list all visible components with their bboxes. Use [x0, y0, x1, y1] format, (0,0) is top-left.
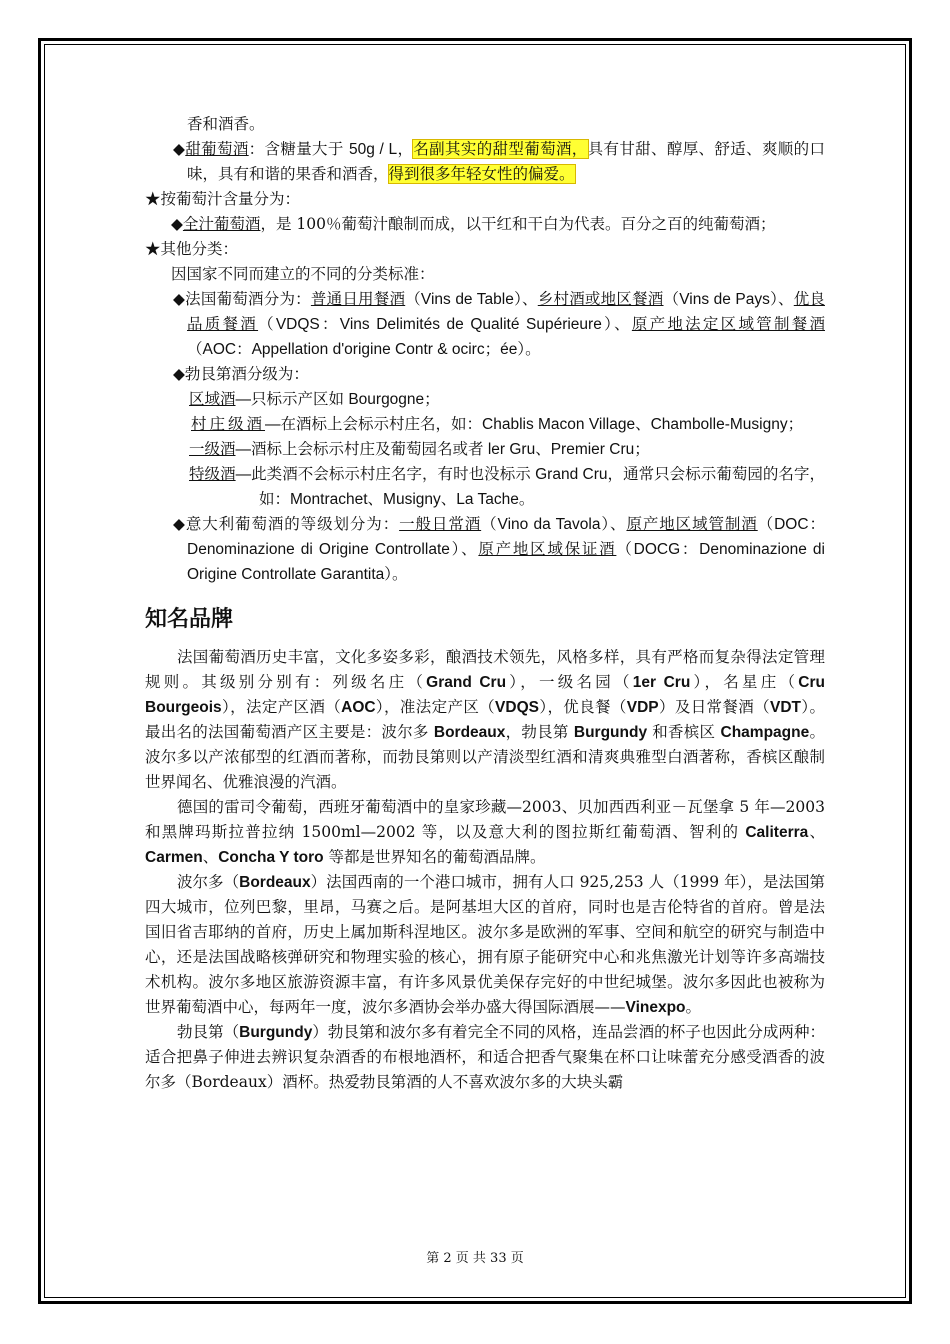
document-body: [145, 112, 825, 1095]
diamond-bullet-icon: ◆: [173, 515, 186, 533]
full-juice-term: 全汁葡萄酒: [182, 215, 261, 233]
juice-heading: ★按葡萄汁含量分为：: [145, 190, 301, 208]
sweet-wine-item: ◆甜葡萄酒：含糖量大于 50g / L，名副其实的甜型葡萄酒，具有甘甜、醇厚、舒适、爽顺的口味，具有和谐的果香和酒香，得到很多年轻女性的偏爱。: [173, 140, 825, 183]
diamond-bullet-icon: ◆: [173, 365, 185, 383]
italy-classification: ◆意大利葡萄酒的等级划分为：一般日常酒（Vino da Tavola）、原产地区域管制酒（DOC：Denominazione di Origine Controllate）、原产地区域保证酒（DOCG：Denominazione di Origine Controllate Garantita）。: [173, 515, 825, 583]
intro-line: 香和酒香。: [187, 115, 265, 133]
paragraph-burgundy: 勃艮第（Burgundy）勃艮第和波尔多有着完全不同的风格，连品尝酒的杯子也因此分成两种：适合把鼻子伸进去辨识复杂酒香的布根地酒杯，和适合把香气聚集在杯口让味蕾充分感受酒香的波尔多（Bordeaux）酒杯。热爱勃艮第酒的人不喜欢波尔多的大块头霸: [145, 1023, 825, 1091]
section-title-famous-brands: 知名品牌: [145, 607, 234, 632]
paragraph-world-brands: 德国的雷司令葡萄，西班牙葡萄酒中的皇家珍藏—2003、贝加西西利亚－瓦堡拿 5 年—2003 和黑牌玛斯拉普拉纳 1500ml—2002 等，以及意大利的图拉斯红葡萄酒、智利的 Caliterra、Carmen、Concha Y toro 等都是世界知名的葡萄酒品牌。: [145, 798, 825, 866]
diamond-bullet-icon: ◆: [173, 290, 186, 308]
sugar-amount: 50g / L: [349, 141, 398, 158]
paragraph-bordeaux: 波尔多（Bordeaux）法国西南的一个港口城市，拥有人口 925,253 人（1999 年），是法国第四大城市，位列巴黎，里昂，马赛之后。是阿基坦大区的首府，同时也是吉伦特省的首府。曾是法国旧省吉耶纳的首府，历史上属加斯科涅地区。波尔多是欧洲的军事、空间和航空的研究与制造中心，还是法国战略核弹研究和物理实验的核心，拥有原子能研究中心和兆焦激光计划等许多高端技术机构。波尔多地区旅游资源丰富，有许多风景优美保存完好的中世纪城堡。波尔多因此也被称为世界葡萄酒中心，每两年一度，波尔多酒协会举办盛大得国际酒展——Vinexpo。: [145, 873, 825, 1016]
page-footer: 第 2 页 共 33 页: [426, 1251, 524, 1266]
other-heading: ★其他分类：: [145, 240, 239, 258]
highlight-genuine-sweet: 名副其实的甜型葡萄酒，: [413, 140, 588, 158]
burgundy-village: 村庄级酒—在酒标上会标示村庄名，如：Chablis Macon Village、Chambolle-Musigny；: [191, 415, 804, 433]
diamond-bullet-icon: ◆: [173, 140, 186, 158]
burgundy-class-lead: ◆勃艮第酒分级为：: [173, 365, 309, 383]
burgundy-grand: 特级酒—此类酒不会标示村庄名字，有时也没标示 Grand Cru，通常只会标示葡萄园的名字，如：Montrachet、Musigny、La Tache。: [189, 465, 825, 508]
highlight-young-women: 得到很多年轻女性的偏爱。: [388, 165, 575, 183]
paragraph-france-brands: 法国葡萄酒历史丰富，文化多姿多彩，酿酒技术领先，风格多样，具有严格而复杂得法定管理规则。其级别分别有：列级名庄（Grand Cru），一级名园（1er Cru），名星庄（Cru Bourgeois），法定产区酒（AOC），准法定产区（VDQS），优良餐（VDP）及日常餐酒（VDT）。最出名的法国葡萄酒产区主要是：波尔多 Bordeaux，勃艮第 Burgundy 和香槟区 Champagne。波尔多以产浓郁型的红酒而著称，而勃艮第则以产清淡型红酒和清爽典雅型白酒著称，香槟区酿制世界闻名、优雅浪漫的汽酒。: [145, 648, 825, 791]
burgundy-regional: 区域酒—只标示产区如 Bourgogne；: [189, 390, 440, 408]
france-classification: ◆法国葡萄酒分为：普通日用餐酒（Vins de Table）、乡村酒或地区餐酒（Vins de Pays）、优良品质餐酒（VDQS：Vins Delimités de Qualité Supérieure）、原产地法定区域管制餐酒（AOC：Appellation d'origine Contr & ocirc；ée）。: [173, 290, 825, 358]
sweet-wine-term: 甜葡萄酒: [185, 140, 249, 158]
full-juice-item: ◆全汁葡萄酒，是 100％葡萄汁酿制而成，以干红和干白为代表。百分之百的纯葡萄酒；: [171, 215, 776, 233]
other-intro: 因国家不同而建立的不同的分类标准：: [171, 265, 435, 283]
burgundy-premier: 一级酒—酒标上会标示村庄及葡萄园名或者 ler Gru、Premier Cru；: [189, 440, 650, 458]
diamond-bullet-icon: ◆: [171, 215, 183, 233]
